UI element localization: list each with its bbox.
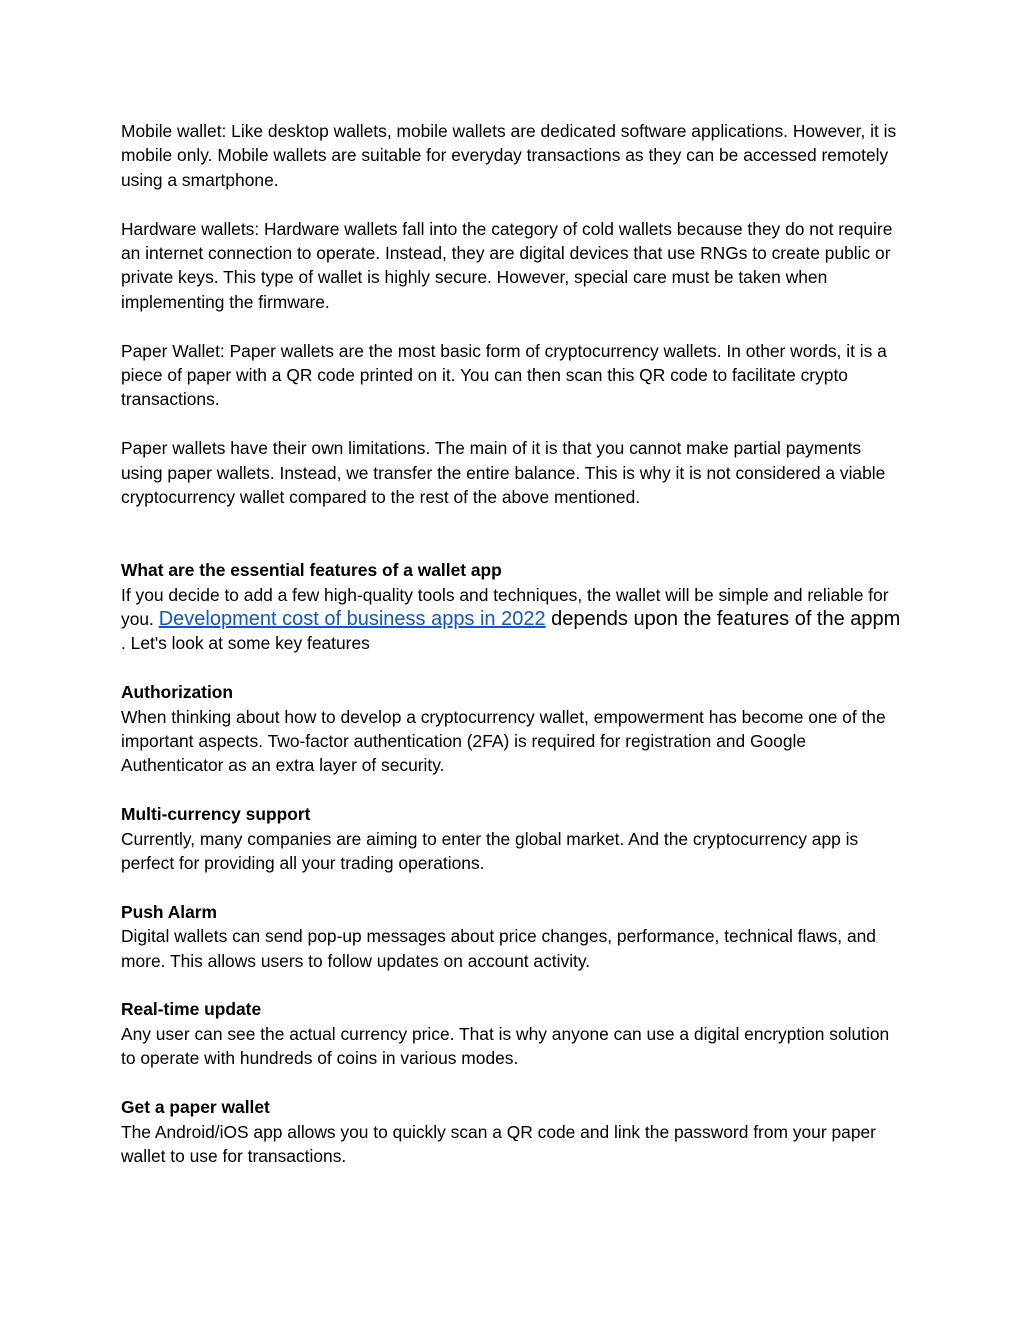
features-intro-text-end: . Let's look at some key features — [121, 633, 370, 654]
features-intro-text-large: depends upon the features of the appm — [545, 608, 901, 631]
paper-wallet-limitations-paragraph: Paper wallets have their own limitations. The main of it is that you cannot make partial payments using paper wallets. Instead, we transfer the entire balance. This is why it is not considered a viable cryptocurrency wallet compared to the rest of the above mentioned. — [121, 438, 886, 508]
feature-title: Multi-currency support — [121, 804, 311, 825]
mobile-wallet-paragraph: Mobile wallet: Like desktop wallets, mobile wallets are dedicated software applications. However, it is mobile only. Mobile wallets are suitable for everyday transactions as they can be accessed remotely using a smartphone. — [121, 121, 897, 190]
feature-title: Authorization — [121, 682, 234, 703]
feature-section-authorization — [121, 680, 906, 778]
feature-text: When thinking about how to develop a cryptocurrency wallet, empowerment has become one of the important aspects. Two-factor authentication (2FA) is required for registration and Google Authenticator as an extra layer of security. — [121, 706, 886, 776]
hardware-wallet-paragraph: Hardware wallets: Hardware wallets fall into the category of cold wallets because they do not require an internet connection to operate. Instead, they are digital devices that use RNGs to create public or private keys. This type of wallet is highly secure. However, special care must be taken when implementing the firmware. — [121, 218, 893, 312]
paper-wallet-paragraph: Paper Wallet: Paper wallets are the most basic form of cryptocurrency wallets. In other words, it is a piece of paper with a QR code printed on it. You can then scan this QR code to facilitate crypto transactions. — [121, 340, 887, 410]
feature-section-real-time-update — [121, 997, 906, 1070]
development-cost-link[interactable]: Development cost of business apps in 2022 — [158, 608, 546, 631]
features-heading: What are the essential features of a wallet app — [121, 560, 502, 581]
feature-text: Digital wallets can send pop-up messages about price changes, performance, technical flaws, and more. This allows users to follow updates on account activity. — [121, 926, 876, 971]
feature-title: Get a paper wallet — [121, 1097, 270, 1118]
feature-section-push-alarm — [121, 900, 906, 973]
feature-section-paper-wallet — [121, 1095, 906, 1168]
spacer — [121, 534, 906, 558]
feature-text: Any user can see the actual currency price. That is why anyone can use a digital encryption solution to operate with hundreds of coins in various modes. — [121, 1023, 890, 1069]
feature-title: Real-time update — [121, 999, 262, 1020]
features-intro-text: If you decide to add a few high-quality tools and techniques, the wallet will be simple and reliable for you. — [121, 584, 889, 630]
feature-section-multi-currency — [121, 802, 906, 875]
feature-title: Push Alarm — [121, 901, 217, 922]
features-intro-section — [121, 558, 906, 656]
feature-text: Currently, many companies are aiming to enter the global market. And the cryptocurrency app is perfect for providing all your trading operations. — [121, 828, 859, 874]
feature-text: The Android/iOS app allows you to quickly scan a QR code and link the password from your paper wallet to use for transactions. — [121, 1121, 876, 1166]
